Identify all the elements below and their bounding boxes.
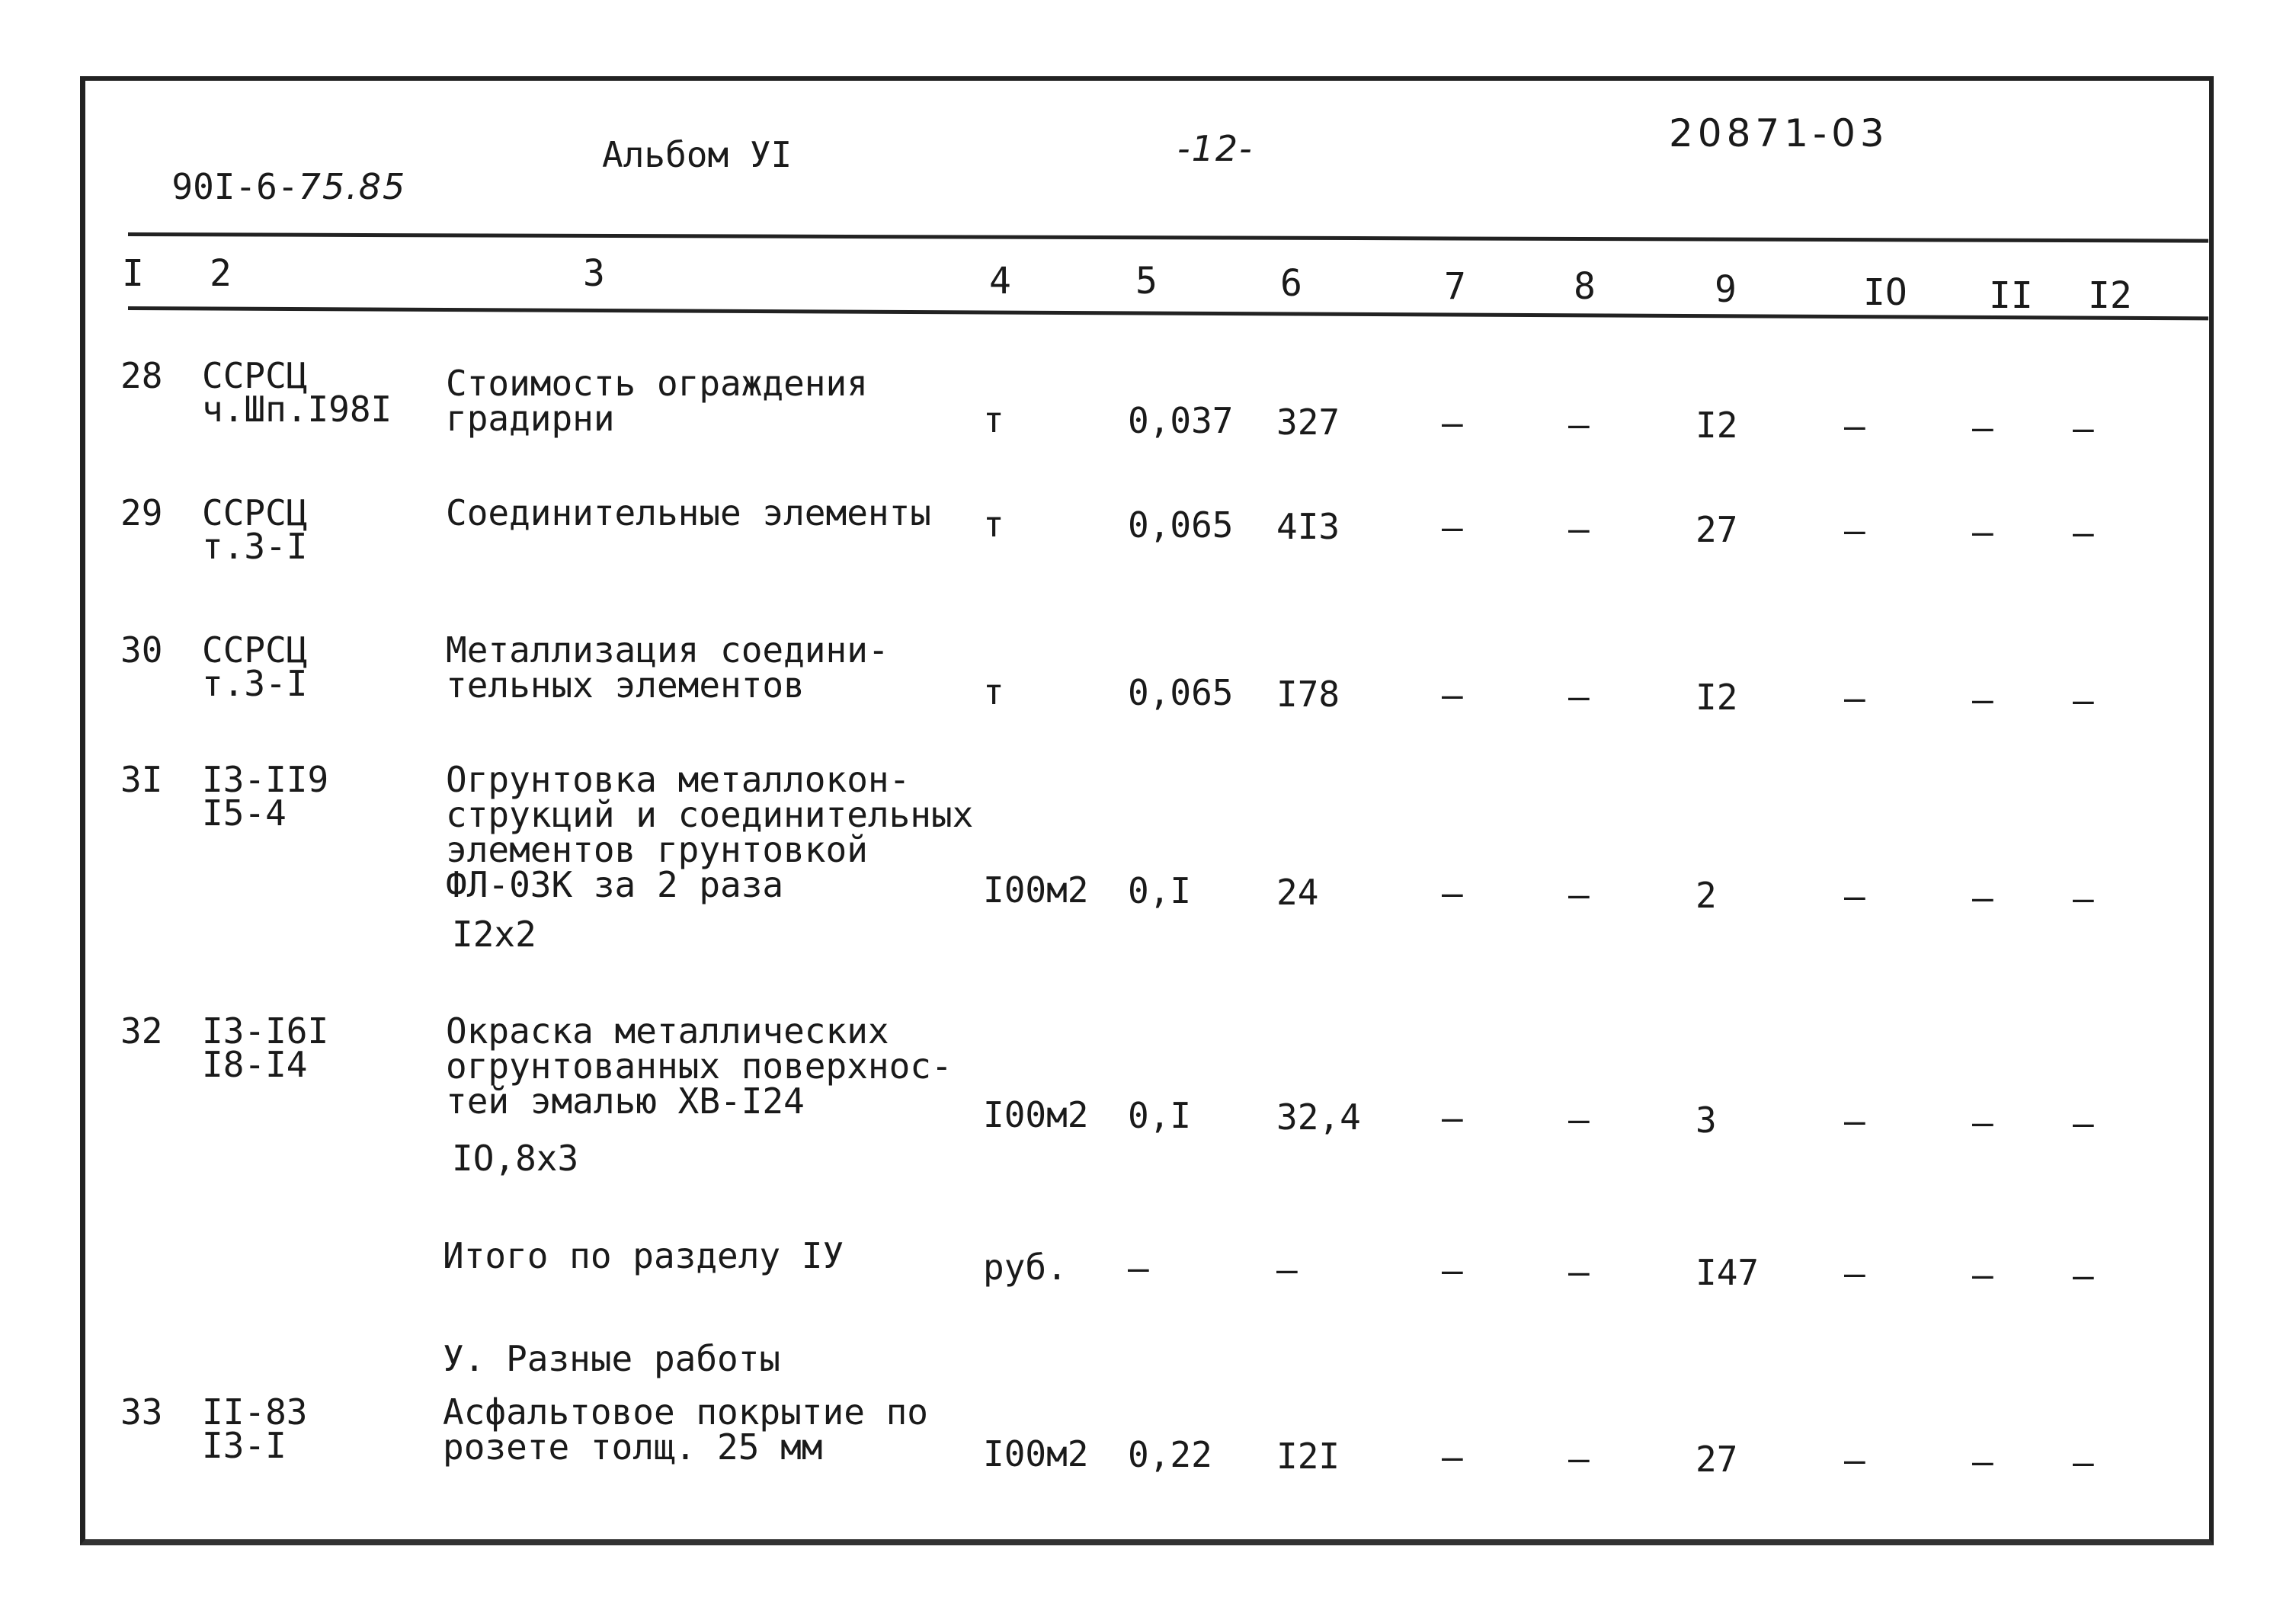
row-description-line: тельных элементов xyxy=(446,664,805,706)
row-value-c8: – xyxy=(1568,1098,1590,1140)
row-value-c10: – xyxy=(1844,677,1865,719)
row-description-line: Окраска металлических xyxy=(446,1010,889,1052)
row-value-c8: – xyxy=(1568,1437,1590,1479)
row-value-c9: 2 xyxy=(1696,875,1717,916)
row-description-line: У. Разные работы xyxy=(443,1338,781,1379)
row-value-c8: – xyxy=(1568,1250,1590,1292)
row-value-c11: – xyxy=(1972,678,1993,720)
column-header-6: 6 xyxy=(1280,262,1302,305)
column-header-9: 9 xyxy=(1715,268,1737,311)
row-value-c7: – xyxy=(1442,674,1463,716)
archive-stamp: 20871-03 xyxy=(1669,111,1889,155)
row-value-c6: 24 xyxy=(1276,871,1319,913)
row-description-line: Асфальтовое покрытие по xyxy=(443,1391,928,1433)
row-value-c10: – xyxy=(1844,510,1865,552)
row-value-c12: – xyxy=(2073,1442,2094,1484)
row-description-line: тей эмалью ХВ-I24 xyxy=(446,1081,805,1122)
row-value-c10: – xyxy=(1844,1100,1865,1142)
row-value-c5: 0,I xyxy=(1128,1095,1192,1137)
row-code-line: т.3-I xyxy=(202,663,308,704)
row-value-c8: – xyxy=(1568,675,1590,717)
row-code-line: I3-II9 xyxy=(202,759,329,800)
row-value-unit: I00м2 xyxy=(983,869,1089,911)
document-code xyxy=(130,134,407,207)
row-description-line: струкций и соединительных xyxy=(446,794,974,835)
row-value-c10: – xyxy=(1844,1253,1865,1295)
row-value-unit: т xyxy=(983,671,1004,712)
row-description-line: Итого по разделу IУ xyxy=(443,1235,844,1276)
row-value-c11: – xyxy=(1972,876,1993,918)
row-code-line: ССРСЦ xyxy=(202,492,308,533)
row-code-line: т.3-I xyxy=(202,526,308,567)
row-value-c12: – xyxy=(2073,408,2094,450)
row-value-c10: – xyxy=(1844,876,1865,917)
column-header-2: 2 xyxy=(210,252,232,295)
column-header-11: II xyxy=(1989,274,2033,317)
row-value-c7: – xyxy=(1442,402,1463,444)
page-number: -12- xyxy=(1177,128,1254,169)
row-value-c7: – xyxy=(1442,1250,1463,1292)
row-value-unit: руб. xyxy=(983,1247,1068,1288)
row-description-line: градирни xyxy=(446,398,615,439)
row-code-line: ССРСЦ xyxy=(202,629,308,671)
row-number: 33 xyxy=(120,1391,163,1433)
row-description-line: Огрунтовка металлокон- xyxy=(446,759,911,800)
column-header-7: 7 xyxy=(1444,265,1466,308)
column-header-10: IO xyxy=(1863,271,1907,314)
row-value-c5: – xyxy=(1128,1247,1149,1289)
row-value-c5: 0,037 xyxy=(1128,400,1234,442)
row-value-c10: – xyxy=(1844,405,1865,447)
row-description-line: ФЛ-03К за 2 раза xyxy=(446,864,784,905)
row-code-line: I3-I6I xyxy=(202,1010,329,1052)
row-value-c6: 32,4 xyxy=(1276,1096,1361,1138)
row-code-line: ч.Шп.I98I xyxy=(202,389,392,430)
row-value-c9: 27 xyxy=(1696,509,1738,550)
row-value-c8: – xyxy=(1568,403,1590,445)
row-code-line: I3-I xyxy=(202,1425,287,1466)
row-value-c12: – xyxy=(2073,512,2094,554)
row-number: 29 xyxy=(120,492,163,533)
row-value-c7: – xyxy=(1442,1097,1463,1139)
row-value-c6: 327 xyxy=(1276,401,1340,443)
row-value-c9: I2 xyxy=(1696,677,1738,718)
row-value-c5: 0,065 xyxy=(1128,672,1234,714)
row-note: IO,8х3 xyxy=(452,1138,579,1179)
row-value-c8: – xyxy=(1568,873,1590,915)
row-value-c5: 0,22 xyxy=(1128,1434,1212,1476)
row-value-c11: – xyxy=(1972,1253,1993,1295)
row-number: 32 xyxy=(120,1010,163,1052)
row-value-c12: – xyxy=(2073,878,2094,920)
row-code-line: ССРСЦ xyxy=(202,355,308,396)
row-number: 30 xyxy=(120,629,163,671)
column-header-4: 4 xyxy=(989,260,1011,303)
row-value-unit: I00м2 xyxy=(983,1433,1089,1474)
row-value-unit: I00м2 xyxy=(983,1094,1089,1135)
document-code-typed: 90I-6- xyxy=(171,166,299,207)
row-value-c10: – xyxy=(1844,1439,1865,1481)
row-value-unit: т xyxy=(983,504,1004,545)
row-description-line: Металлизация соедини- xyxy=(446,629,889,671)
row-number: 3I xyxy=(120,759,163,800)
row-description-line: Соединительные элементы xyxy=(446,492,931,533)
column-header-12: I2 xyxy=(2088,274,2132,317)
row-value-c9: I2 xyxy=(1696,405,1738,446)
document-code-handwritten: 75.85 xyxy=(298,166,407,207)
row-code-line: I5-4 xyxy=(202,792,287,834)
row-code-line: II-83 xyxy=(202,1391,308,1433)
row-value-c11: – xyxy=(1972,406,1993,448)
row-description-line: огрунтованных поверхнос- xyxy=(446,1045,953,1087)
row-value-unit: т xyxy=(983,399,1004,440)
row-value-c7: – xyxy=(1442,1436,1463,1478)
row-value-c6: I78 xyxy=(1276,673,1340,715)
row-note: I2х2 xyxy=(452,914,536,955)
row-value-c5: 0,I xyxy=(1128,870,1192,912)
column-header-1: I xyxy=(122,252,144,295)
row-value-c7: – xyxy=(1442,872,1463,914)
column-header-5: 5 xyxy=(1135,260,1158,303)
row-value-c11: – xyxy=(1972,511,1993,552)
row-code-line: I8-I4 xyxy=(202,1044,308,1085)
row-value-c8: – xyxy=(1568,507,1590,549)
row-value-c12: – xyxy=(2073,1103,2094,1145)
row-value-c9: 3 xyxy=(1696,1100,1717,1141)
row-value-c12: – xyxy=(2073,1255,2094,1297)
row-description-line: элементов грунтовкой xyxy=(446,829,868,870)
row-value-c12: – xyxy=(2073,680,2094,722)
row-value-c9: I47 xyxy=(1696,1252,1760,1293)
row-description-line: Стоимость ограждения xyxy=(446,363,868,404)
column-header-8: 8 xyxy=(1574,265,1596,308)
row-value-c6: – xyxy=(1276,1248,1298,1290)
row-value-c11: – xyxy=(1972,1440,1993,1482)
row-value-c9: 27 xyxy=(1696,1439,1738,1480)
row-value-c6: 4I3 xyxy=(1276,505,1340,547)
row-value-c11: – xyxy=(1972,1101,1993,1143)
row-description-line: розете толщ. 25 мм xyxy=(443,1426,823,1468)
column-header-3: 3 xyxy=(583,252,605,295)
row-value-c6: I2I xyxy=(1276,1435,1340,1477)
row-value-c7: – xyxy=(1442,507,1463,549)
row-number: 28 xyxy=(120,355,163,396)
album-title: Альбом УІ xyxy=(602,134,793,175)
row-value-c5: 0,065 xyxy=(1128,504,1234,546)
